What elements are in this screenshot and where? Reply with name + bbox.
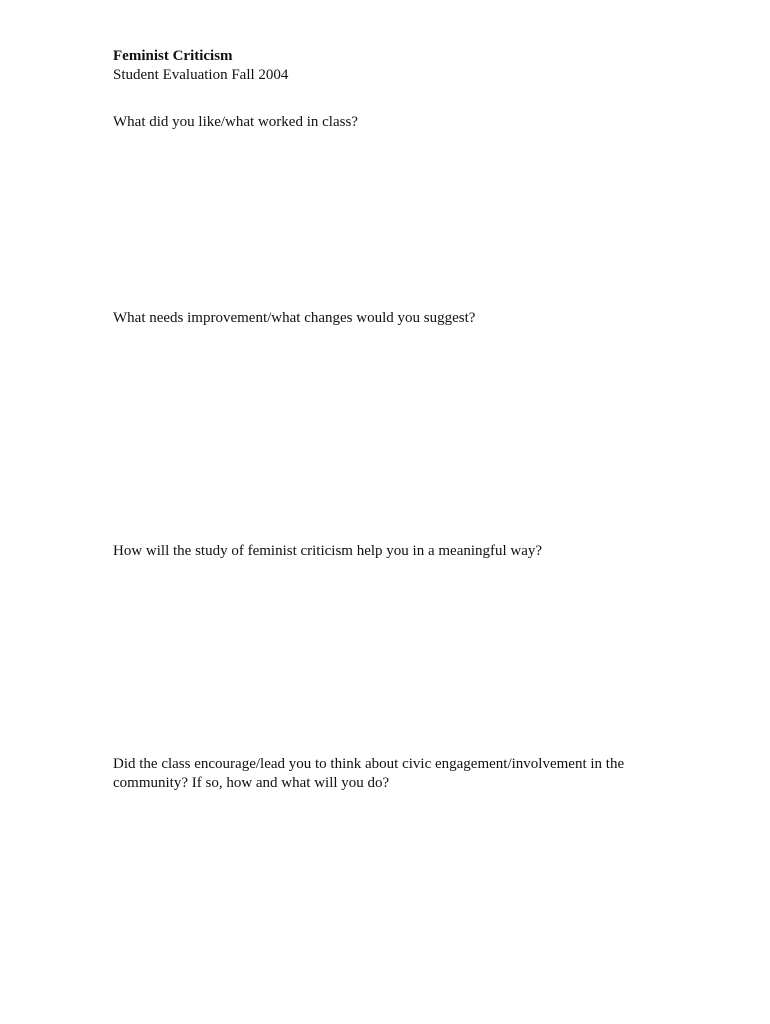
question-2: What needs improvement/what changes would you suggest? <box>113 310 476 326</box>
question-4: Did the class encourage/lead you to think about civic engagement/involvement in the community? If so, how and what will you do? <box>113 756 625 791</box>
question-3: How will the study of feminist criticism help you in a meaningful way? <box>113 543 543 559</box>
document-title: Feminist Criticism <box>113 48 233 64</box>
question-1: What did you like/what worked in class? <box>113 114 358 130</box>
document-header <box>113 47 673 85</box>
document-subtitle: Student Evaluation Fall 2004 <box>113 67 289 83</box>
